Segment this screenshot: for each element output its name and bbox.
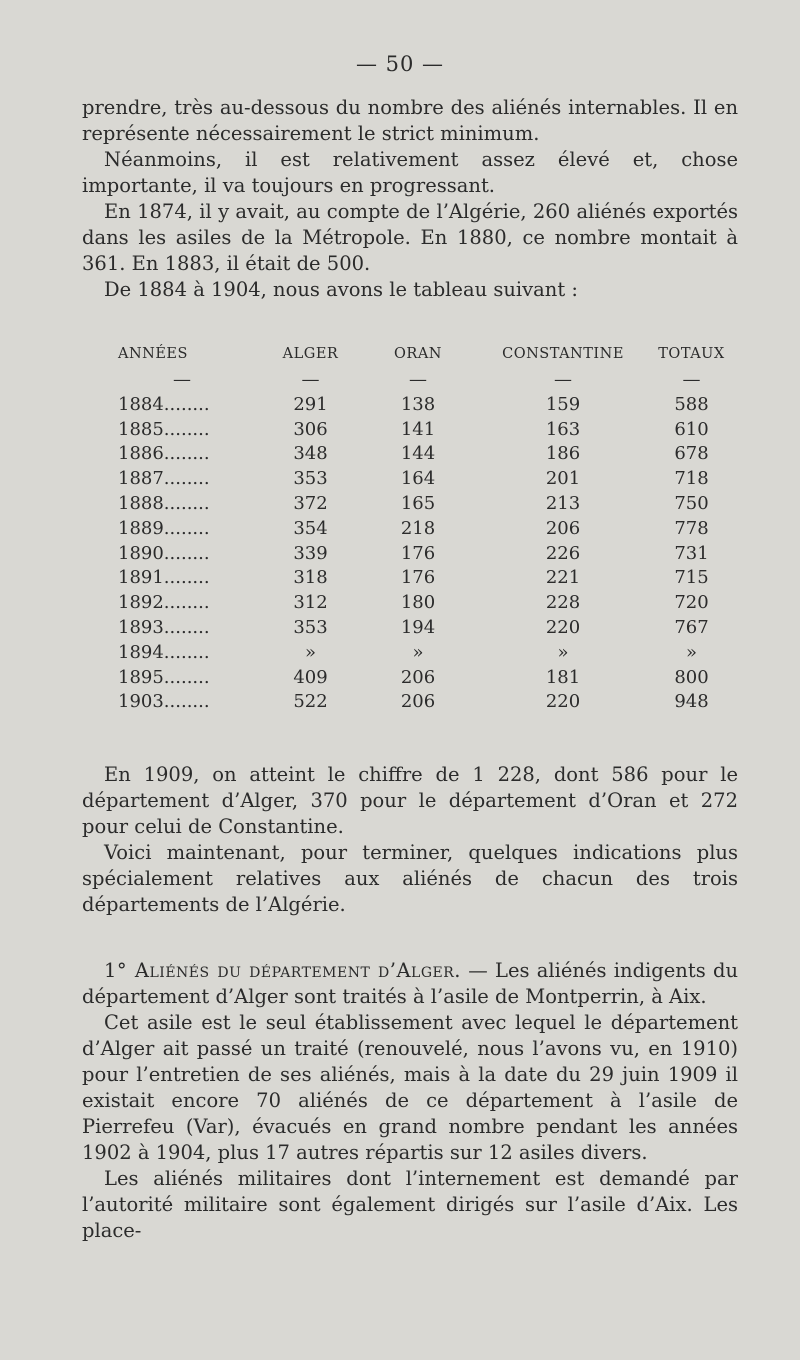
table-header-row <box>118 340 730 366</box>
cell-alger: 522 <box>293 691 328 713</box>
header-dash: — <box>409 368 427 390</box>
header-dash: — <box>682 368 701 390</box>
intro-paragraph: De 1884 à 1904, nous avons le tableau suivant : <box>104 278 578 301</box>
statistics-table <box>118 340 730 714</box>
cell-year: 1893........ <box>118 617 210 639</box>
cell-oran: 206 <box>400 691 436 713</box>
section-heading: 1° Aliénés du département d’Alger. <box>104 959 462 982</box>
section-paragraph: Cet asile est le seul établissement avec lequel le département d’Alger ait passé un traité (renouvelé, nous l’avons vu, en 1910) pour l’entretien de ses aliénés, mais à la date du 29 juin 1909 il existait encore 70 aliénés de ce département à l’asile de Pierrefeu (Var), évacués en grand nombre pendant les années 1902 à 1904, plus 17 autres répartis sur 12 asiles divers. <box>82 1011 738 1164</box>
cell-constantine: 213 <box>545 493 581 515</box>
cell-year: 1889........ <box>118 517 210 539</box>
table-row <box>118 665 730 690</box>
cell-total: 767 <box>674 617 709 639</box>
cell-year: 1895........ <box>118 666 210 688</box>
cell-constantine: 201 <box>545 468 581 490</box>
table-row <box>118 466 730 491</box>
header-alger: ALGER <box>282 346 339 362</box>
cell-alger: 291 <box>293 393 328 415</box>
table-row <box>118 442 730 467</box>
intro-paragraph: prendre, très au-dessous du nombre des aliénés internables. Il en représente nécessairement le strict minimum. <box>82 96 738 145</box>
header-dash: — <box>301 368 320 390</box>
header-oran: ORAN <box>394 346 442 362</box>
cell-total: 588 <box>674 393 709 415</box>
cell-oran: 144 <box>400 443 436 465</box>
cell-total: 610 <box>674 418 709 440</box>
header-dash: — <box>554 368 572 390</box>
cell-constantine: » <box>557 641 569 663</box>
header-totaux: TOTAUX <box>658 346 725 362</box>
intro-paragraph: En 1874, il y avait, au compte de l’Algérie, 260 aliénés exportés dans les asiles de la Métropole. En 1880, ce nombre montait à 361. En 1883, il était de 500. <box>82 200 738 275</box>
cell-constantine: 220 <box>545 617 581 639</box>
cell-constantine: 206 <box>545 517 581 539</box>
table-row <box>118 690 730 715</box>
cell-total: 731 <box>674 542 709 564</box>
cell-alger: 339 <box>293 542 328 564</box>
cell-constantine: 186 <box>545 443 581 465</box>
cell-alger: 318 <box>293 567 328 589</box>
cell-year: 1884........ <box>118 393 210 415</box>
after-table-text <box>82 762 738 918</box>
after-paragraph: Voici maintenant, pour terminer, quelques indications plus spécialement relatives aux aliénés de chacun des trois départements de l’Algérie. <box>82 841 738 916</box>
cell-constantine: 181 <box>545 666 581 688</box>
table-row <box>118 516 730 541</box>
cell-oran: » <box>412 641 424 663</box>
cell-year: 1886........ <box>118 443 210 465</box>
header-annees: ANNÉES <box>118 346 188 362</box>
cell-constantine: 220 <box>545 691 581 713</box>
cell-oran: 176 <box>400 567 436 589</box>
cell-total: 750 <box>674 493 709 515</box>
cell-total: 715 <box>674 567 709 589</box>
cell-year: 1888........ <box>118 493 210 515</box>
section-first-text: — Les aliénés indigents du département d’Alger sont traités à l’asile de Montperrin, à Aix. <box>82 959 739 1008</box>
cell-year: 1890........ <box>118 542 210 564</box>
header-dash-row <box>118 366 730 392</box>
cell-alger: 372 <box>293 493 328 515</box>
cell-alger: 353 <box>293 468 328 490</box>
cell-oran: 206 <box>400 666 436 688</box>
cell-year: 1903........ <box>118 691 210 713</box>
cell-oran: 165 <box>400 493 436 515</box>
cell-constantine: 221 <box>545 567 581 589</box>
table-row <box>118 417 730 442</box>
cell-total: » <box>685 641 697 663</box>
cell-total: 778 <box>674 517 709 539</box>
cell-total: 678 <box>674 443 709 465</box>
header-constantine: CONSTANTINE <box>502 346 624 362</box>
cell-alger: 353 <box>293 617 328 639</box>
table-row <box>118 392 730 417</box>
cell-year: 1887........ <box>118 468 210 490</box>
table-row <box>118 615 730 640</box>
cell-oran: 164 <box>400 468 436 490</box>
cell-year: 1892........ <box>118 592 210 614</box>
cell-oran: 218 <box>400 517 436 539</box>
cell-alger: 312 <box>293 592 328 614</box>
after-paragraph: En 1909, on atteint le chiffre de 1 228, dont 586 pour le département d’Alger, 370 pour le département d’Oran et 272 pour celui de Constantine. <box>82 763 738 838</box>
cell-oran: 180 <box>400 592 436 614</box>
cell-year: 1891........ <box>118 567 210 589</box>
section-first-paragraph <box>82 958 738 1010</box>
cell-alger: 306 <box>293 418 328 440</box>
intro-text <box>82 95 738 303</box>
cell-alger: 354 <box>293 517 328 539</box>
table-row <box>118 640 730 665</box>
cell-total: 720 <box>674 592 709 614</box>
cell-alger: 409 <box>293 666 328 688</box>
table-row <box>118 491 730 516</box>
cell-oran: 138 <box>400 393 436 415</box>
section-alger <box>82 958 738 1244</box>
intro-paragraph: Néanmoins, il est relativement assez élevé et, chose importante, il va toujours en progressant. <box>82 148 738 197</box>
table-row <box>118 590 730 615</box>
page-number: — 50 — <box>355 52 445 76</box>
cell-year: 1894........ <box>118 641 210 663</box>
cell-constantine: 163 <box>545 418 581 440</box>
cell-total: 800 <box>674 666 709 688</box>
cell-constantine: 226 <box>545 542 581 564</box>
table-body <box>118 392 730 714</box>
cell-total: 948 <box>674 691 709 713</box>
table-row <box>118 566 730 591</box>
cell-constantine: 228 <box>545 592 581 614</box>
cell-alger: 348 <box>293 443 328 465</box>
header-dash: — <box>173 368 191 390</box>
table-row <box>118 541 730 566</box>
cell-oran: 176 <box>400 542 436 564</box>
cell-oran: 141 <box>400 418 436 440</box>
section-paragraph: Les aliénés militaires dont l’internement est demandé par l’autorité militaire sont également dirigés sur l’asile d’Aix. Les place- <box>82 1167 738 1242</box>
cell-constantine: 159 <box>545 393 581 415</box>
cell-alger: » <box>304 641 316 663</box>
cell-total: 718 <box>674 468 709 490</box>
cell-oran: 194 <box>400 617 436 639</box>
cell-year: 1885........ <box>118 418 210 440</box>
